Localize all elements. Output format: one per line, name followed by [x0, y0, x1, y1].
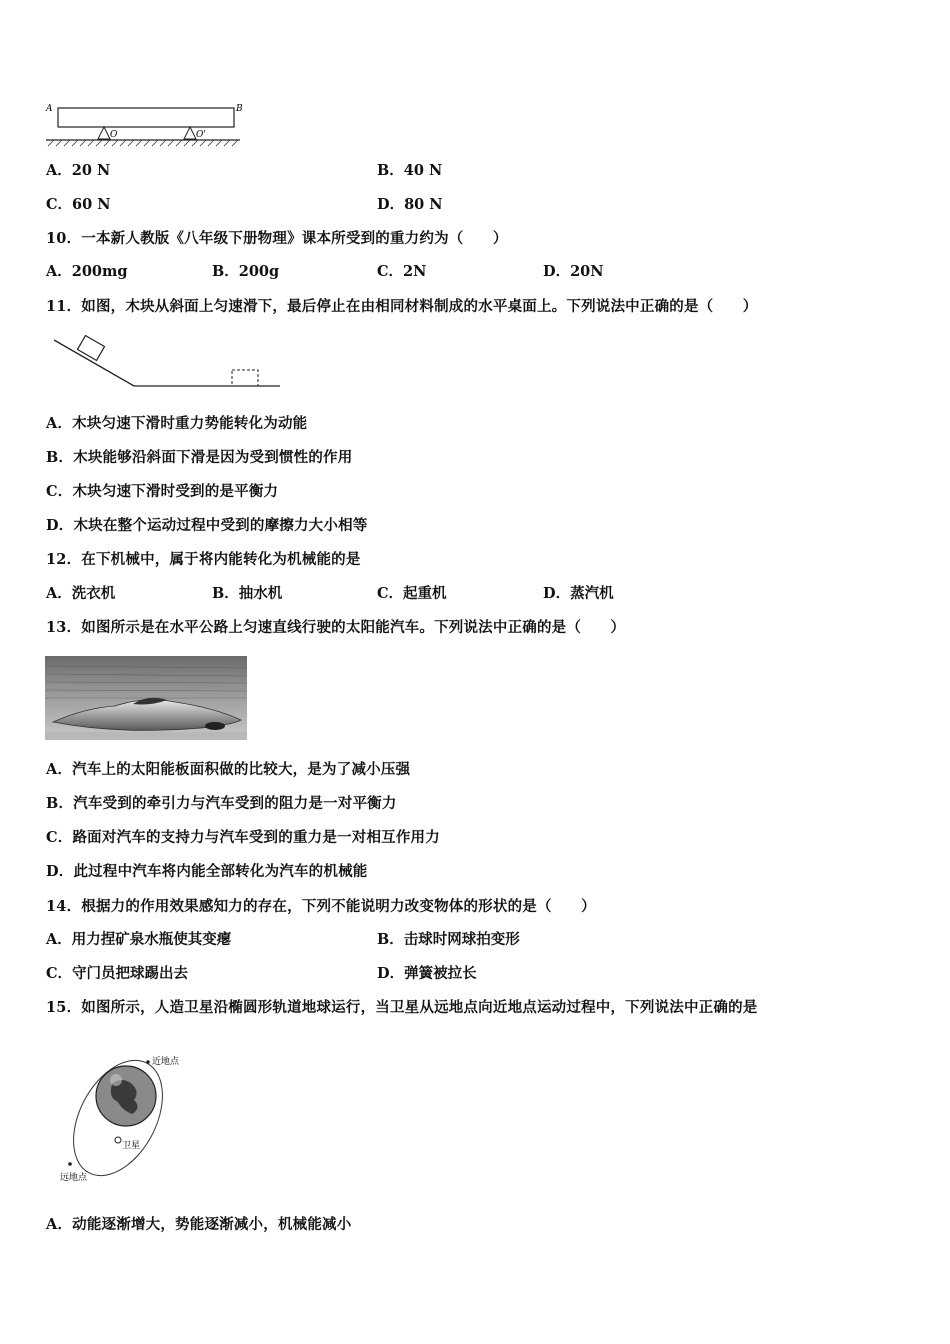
q11-option-b[interactable]: B．木块能够沿斜面下滑是因为受到惯性的作用 [46, 449, 353, 466]
label-far-point: 远地点 [60, 1173, 88, 1183]
block-stopped-dashed [232, 370, 258, 386]
solar-car-wheel [205, 722, 225, 730]
q14-stem: 14．根据力的作用效果感知力的存在，下列不能说明力改变物体的形状的是（ ） [46, 898, 596, 915]
satellite-orbit-figure [56, 1048, 206, 1188]
q14-option-b[interactable]: B．击球时网球拍变形 [377, 931, 520, 948]
label-near-point: 近地点 [152, 1057, 180, 1067]
q12-option-c[interactable]: C．起重机 [377, 585, 447, 602]
q11-stem: 11．如图，木块从斜面上匀速滑下，最后停止在由相同材料制成的水平桌面上。下列说法中正确的是（ ） [46, 298, 758, 315]
q13-option-d[interactable]: D．此过程中汽车将内能全部转化为汽车的机械能 [46, 863, 368, 880]
q13-option-b[interactable]: B．汽车受到的牵引力与汽车受到的阻力是一对平衡力 [46, 795, 397, 812]
satellite-marker[interactable] [115, 1137, 121, 1143]
q13-option-a[interactable]: A．汽车上的太阳能板面积做的比较大，是为了减小压强 [46, 761, 411, 778]
q9-option-c[interactable]: C．60 N [46, 196, 111, 213]
q12-stem: 12．在下机械中，属于将内能转化为机械能的是 [46, 551, 361, 568]
label-o-prime: O' [196, 130, 206, 140]
label-satellite: 卫星 [122, 1141, 141, 1151]
block-on-incline [77, 336, 104, 361]
ground-hatching [48, 140, 238, 146]
support-o [98, 127, 110, 139]
near-point-marker [146, 1060, 150, 1064]
q10-option-a[interactable]: A．200mg [46, 263, 128, 280]
road-surface [45, 732, 247, 740]
q15-stem: 15．如图所示，人造卫星沿椭圆形轨道地球运行，当卫星从远地点向近地点运动过程中，下列说法中正确的是 [46, 999, 758, 1016]
q9-option-b[interactable]: B．40 N [377, 162, 443, 179]
q14-option-d[interactable]: D．弹簧被拉长 [377, 965, 477, 982]
support-o-prime [184, 127, 196, 139]
incline-figure [50, 334, 290, 394]
lever-figure [44, 100, 254, 150]
q14-option-c[interactable]: C．守门员把球踢出去 [46, 965, 189, 982]
far-point-marker [68, 1162, 72, 1166]
solar-car-photo [45, 656, 247, 740]
q10-option-b[interactable]: B．200g [212, 263, 280, 280]
label-b: B [236, 104, 243, 114]
q13-option-c[interactable]: C．路面对汽车的支持力与汽车受到的重力是一对相互作用力 [46, 829, 440, 846]
q15-option-a[interactable]: A．动能逐渐增大，势能逐渐减小，机械能减小 [46, 1216, 352, 1233]
q9-option-d[interactable]: D．80 N [377, 196, 443, 213]
lever-bar [58, 108, 234, 127]
earth-highlight [110, 1074, 122, 1086]
q13-stem: 13．如图所示是在水平公路上匀速直线行驶的太阳能汽车。下列说法中正确的是（ ） [46, 619, 626, 636]
q11-option-d[interactable]: D．木块在整个运动过程中受到的摩擦力大小相等 [46, 517, 368, 534]
q9-option-a[interactable]: A．20 N [46, 162, 111, 179]
q11-option-c[interactable]: C．木块匀速下滑时受到的是平衡力 [46, 483, 279, 500]
q10-option-d[interactable]: D．20N [543, 263, 604, 280]
q12-option-a[interactable]: A．洗衣机 [46, 585, 116, 602]
q12-option-d[interactable]: D．蒸汽机 [543, 585, 614, 602]
q10-stem: 10．一本新人教版《八年级下册物理》课本所受到的重力约为（ ） [46, 230, 508, 247]
q10-option-c[interactable]: C．2N [377, 263, 427, 280]
q11-option-a[interactable]: A．木块匀速下滑时重力势能转化为动能 [46, 415, 308, 432]
label-a: A [46, 104, 53, 114]
q14-option-a[interactable]: A．用力捏矿泉水瓶使其变瘪 [46, 931, 232, 948]
label-o: O [110, 130, 118, 140]
q12-option-b[interactable]: B．抽水机 [212, 585, 283, 602]
